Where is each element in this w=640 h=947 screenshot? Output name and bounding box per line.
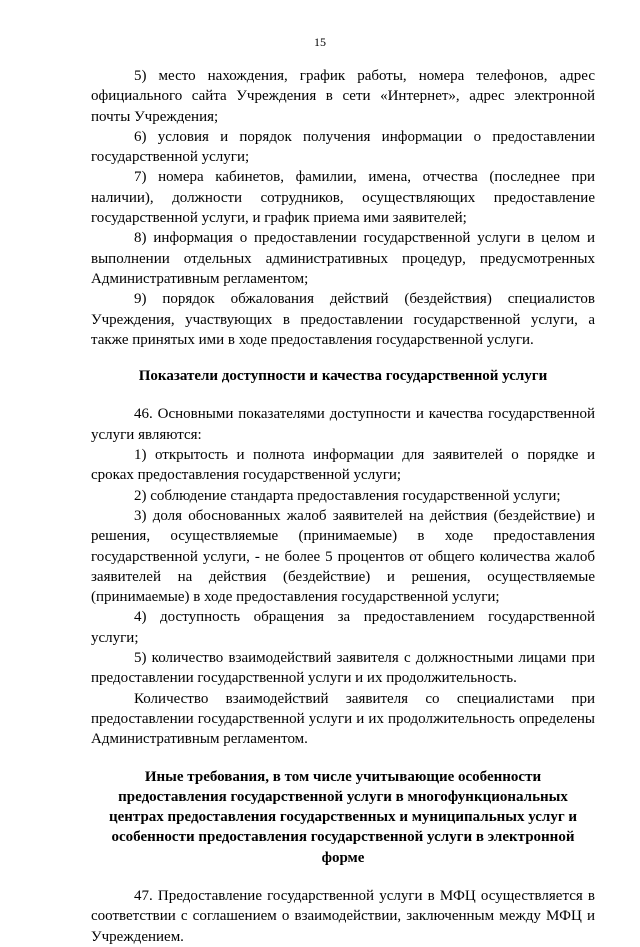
paragraph: 47. Предоставление государственной услуги в МФЦ осуществляется в соответствии с соглашением о взаимодействии, заключенным между МФЦ и Учреждением.	[91, 887, 595, 945]
paragraph: Количество взаимодействий заявителя со специалистами при предоставлении государственной услуги и их продолжительность определены Административным регламентом.	[91, 690, 595, 748]
document-body	[91, 66, 595, 947]
list-item: 7) номера кабинетов, фамилии, имена, отчества (последнее при наличии), должности сотрудников, осуществляющих предоставление государственной услуги, и график приема ими заявителей;	[91, 169, 595, 227]
list-item: 5) количество взаимодействий заявителя с должностными лицами при предоставлении государственной услуги и их продолжительность.	[91, 650, 595, 687]
list-item: 1) открытость и полнота информации для заявителей о порядке и сроках предоставления государственной услуги;	[91, 447, 595, 484]
page-number: 15	[314, 35, 326, 49]
list-item: 5) место нахождения, график работы, номера телефонов, адрес официального сайта Учреждения в сети «Интернет», адрес электронной почты Учреждения;	[91, 68, 595, 125]
section-heading: Иные требования, в том числе учитывающие особенности предоставления государственной услуги в многофункциональных центрах предоставления государственных и муниципальных услуг и особенности предоставления государственной услуги в электронной форме	[108, 768, 578, 866]
list-item: 8) информация о предоставлении государственной услуги в целом и выполнении отдельных административных процедур, предусмотренных Административным регламентом;	[91, 230, 595, 287]
list-item: 3) доля обоснованных жалоб заявителей на действия (бездействие) и решения, осуществляемые (принимаемые) в ходе предоставления государственной услуги, - не более 5 процентов от общего количества жалоб заявителей на действия (бездействие) и решения, осуществляемые (принимаемые) в ходе предоставления государственной услуги;	[91, 507, 595, 606]
list-item: 6) условия и порядок получения информации о предоставлении государственной услуги;	[91, 128, 595, 166]
list-item: 2) соблюдение стандарта предоставления государственной услуги;	[134, 487, 561, 504]
paragraph: 46. Основными показателями доступности и качества государственной услуги являются:	[91, 406, 595, 443]
list-item: 9) порядок обжалования действий (бездействия) специалистов Учреждения, участвующих в предоставлении государственной услуги, а также принятых ими в ходе предоставления государственной услуги.	[91, 291, 595, 348]
list-item: 4) доступность обращения за предоставлением государственной услуги;	[91, 609, 595, 646]
section-heading: Показатели доступности и качества государственной услуги	[138, 368, 548, 385]
